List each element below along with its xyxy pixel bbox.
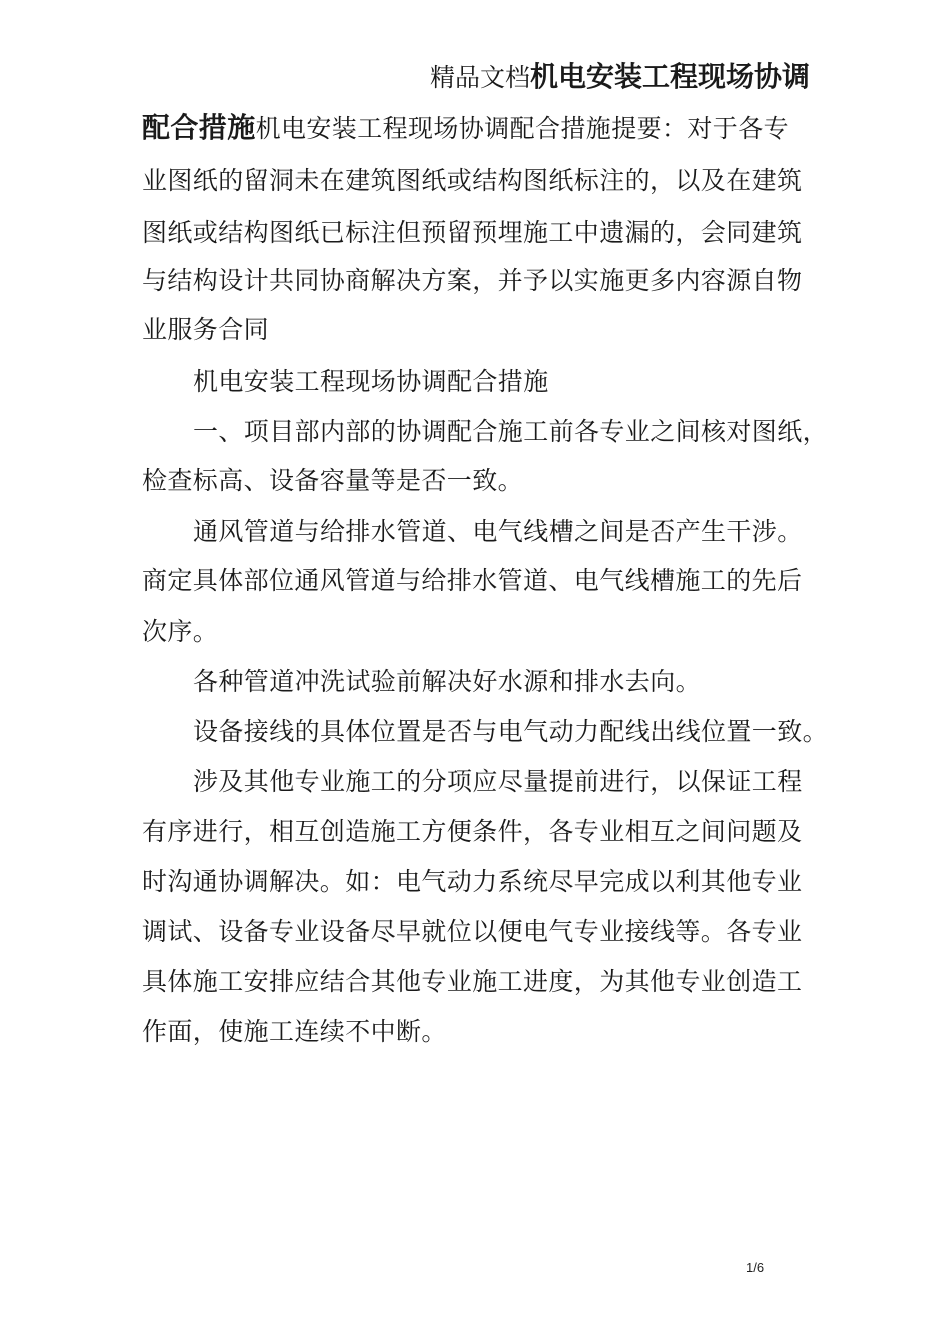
intro-line-5: 业服务合同 — [142, 315, 270, 344]
paragraph-2-line-1: 通风管道与给排水管道、电气线槽之间是否产生干涉。 — [193, 517, 803, 546]
paragraph-5-line-6: 作面，使施工连续不中断。 — [142, 1017, 447, 1046]
document-header — [430, 60, 810, 95]
intro-line-2: 业图纸的留洞未在建筑图纸或结构图纸标注的，以及在建筑 — [142, 166, 803, 195]
paragraph-2-line-2: 商定具体部位通风管道与给排水管道、电气线槽施工的先后 — [142, 566, 803, 595]
paragraph-1-line-1: 一、项目部内部的协调配合施工前各专业之间核对图纸， — [193, 417, 829, 446]
section-heading: 机电安装工程现场协调配合措施 — [193, 367, 549, 396]
document-title-part2: 配合措施 — [142, 111, 256, 144]
paragraph-1-line-2: 检查标高、设备容量等是否一致。 — [142, 466, 524, 495]
intro-text: 机电安装工程现场协调配合措施提要：对于各专 — [255, 114, 790, 143]
paragraph-5-line-5: 具体施工安排应结合其他专业施工进度，为其他专业创造工 — [142, 967, 803, 996]
intro-line-3: 图纸或结构图纸已标注但预留预埋施工中遗漏的，会同建筑 — [142, 218, 803, 247]
paragraph-3-line-1: 各种管道冲洗试验前解决好水源和排水去向。 — [193, 667, 702, 696]
paragraph-5-line-2: 有序进行，相互创造施工方便条件，各专业相互之间问题及 — [142, 817, 803, 846]
paragraph-2-line-3: 次序。 — [142, 617, 219, 646]
intro-line-1 — [142, 112, 789, 145]
document-title-part1: 机电安装工程现场协调 — [530, 60, 811, 93]
paragraph-5-line-3: 时沟通协调解决。如：电气动力系统尽早完成以利其他专业 — [142, 867, 803, 896]
paragraph-4-line-1: 设备接线的具体位置是否与电气动力配线出线位置一致。 — [193, 717, 829, 746]
paragraph-5-line-1: 涉及其他专业施工的分项应尽量提前进行，以保证工程 — [193, 767, 803, 796]
intro-line-4: 与结构设计共同协商解决方案，并予以实施更多内容源自物 — [142, 266, 803, 295]
page-number: 1/6 — [746, 1260, 765, 1275]
paragraph-5-line-4: 调试、设备专业设备尽早就位以便电气专业接线等。各专业 — [142, 917, 803, 946]
header-prefix: 精品文档 — [430, 63, 531, 92]
